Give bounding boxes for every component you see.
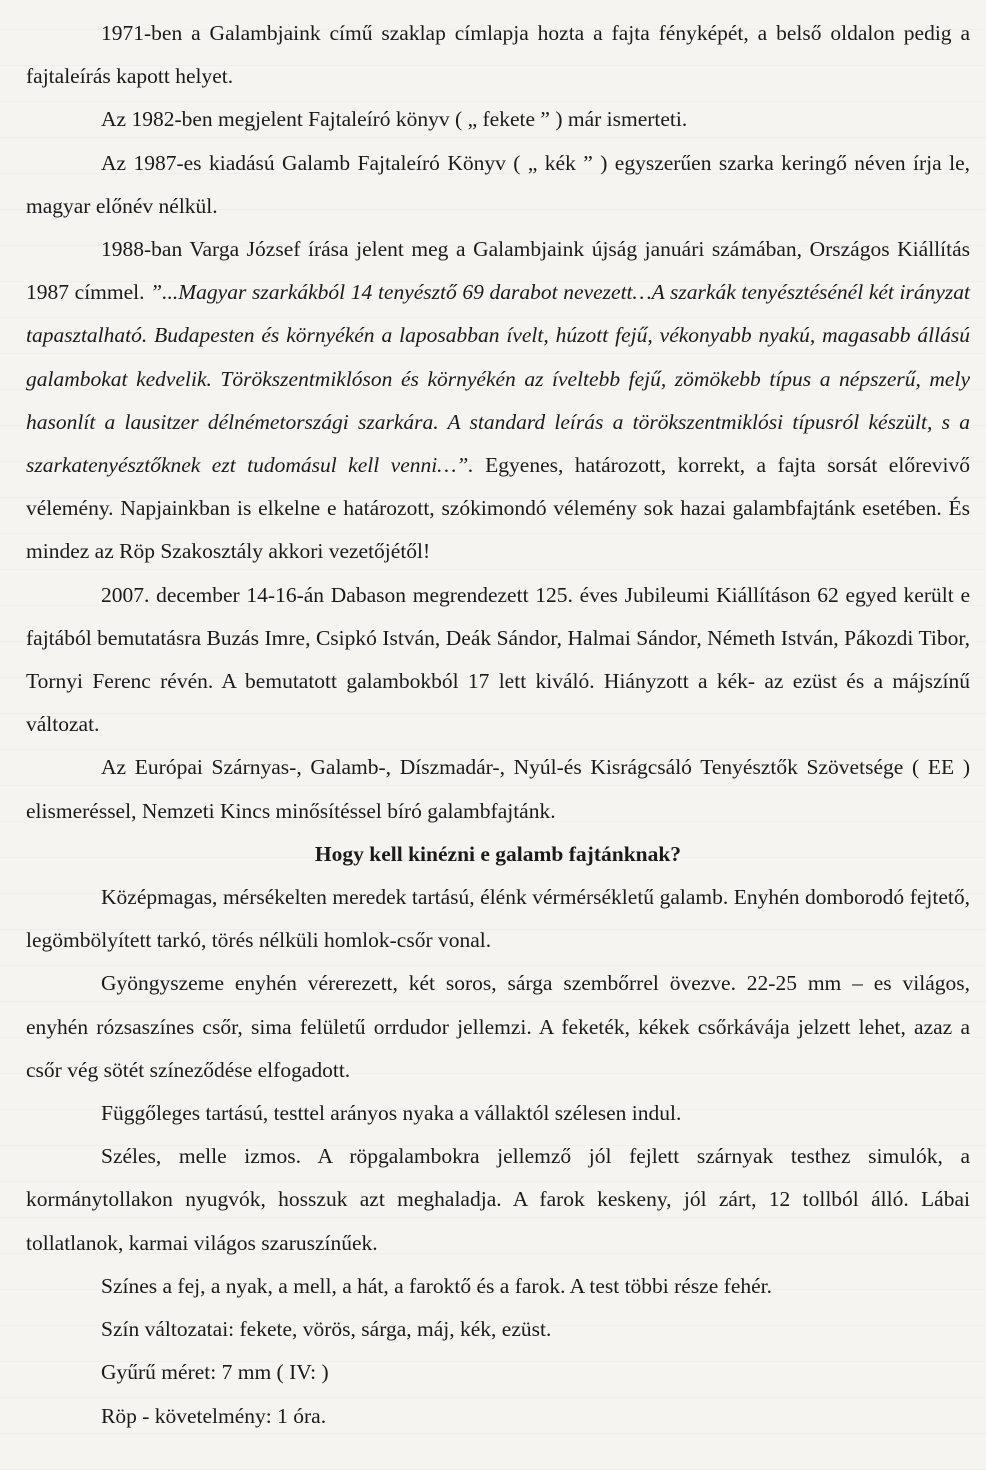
- paragraph-colouring: Színes a fej, a nyak, a mell, a hát, a faroktő és a farok. A test többi része fehér.: [101, 1273, 773, 1298]
- paragraph-1988-rest: Egyenes, határozott, korrekt, a fajta sorsát előrevivő vélemény. Napjainkban is elkelne e határozott, szókimondó vélemény sok hazai galambfajtánk esetében. És mindez az Röp Szakosztály akkori vezetőjétől!: [26, 453, 970, 564]
- paragraph-flight-requirement: Röp - követelmény: 1 óra.: [101, 1403, 327, 1428]
- paragraph-1982: Az 1982-ben megjelent Fajtaleíró könyv ( „ fekete ” ) már ismerteti.: [101, 107, 688, 132]
- paragraph-eyes-beak: Gyöngyszeme enyhén vérerezett, két soros, sárga szembőrrel övezve. 22-25 mm – es világos, enyhén rózsaszínes csőr, sima felületű orrdudor jellemzi. A feketék, kékek csőrkávája jelzett lehet, azaz a csőr vég sötét színeződése elfogadott.: [26, 971, 970, 1082]
- paragraph-ring-size: Gyűrű méret: 7 mm ( IV: ): [101, 1360, 329, 1385]
- paragraph-body: Széles, melle izmos. A röpgalambokra jellemző jól fejlett szárnyak testhez simulók, a kormánytollakon nyugvók, hosszuk azt meghaladja. A farok keskeny, jól zárt, 12 tollból álló. Lábai tollatlanok, karmai világos szaruszínűek.: [26, 1144, 970, 1255]
- paragraph-2007: 2007. december 14-16-án Dabason megrendezett 125. éves Jubileumi Kiállításon 62 egyed került e fajtából bemutatásra Buzás Imre, Csipkó István, Deák Sándor, Halmai Sándor, Németh István, Pákozdi Tibor, Tornyi Ferenc révén. A bemutatott galambokból 17 lett kiváló. Hiányzott a kék- az ezüst és a májszínű változat.: [26, 582, 970, 737]
- paragraph-1988: [26, 228, 970, 574]
- section-heading: Hogy kell kinézni e galamb fajtánknak?: [314, 841, 682, 866]
- paragraph-1987: Az 1987-es kiadású Galamb Fajtaleíró Könyv ( „ kék ” ) egyszerűen szarka keringő néven írja le, magyar előnév nélkül.: [26, 150, 970, 218]
- paragraph-stature: Középmagas, mérsékelten meredek tartású, élénk vérmérsékletű galamb. Enyhén domborodó fejtető, legömbölyített tarkó, törés nélküli homlok-csőr vonal.: [26, 885, 970, 953]
- paragraph-ee: Az Európai Szárnyas-, Galamb-, Díszmadár-, Nyúl-és Kisrágcsáló Tenyésztők Szövetsége ( EE ) elismeréssel, Nemzeti Kincs minősítéssel bíró galambfajtánk.: [26, 755, 970, 823]
- paragraph-neck: Függőleges tartású, testtel arányos nyaka a vállaktól szélesen indul.: [101, 1101, 682, 1126]
- paragraph-colour-varieties: Szín változatai: fekete, vörös, sárga, máj, kék, ezüst.: [101, 1317, 552, 1342]
- paragraph-1988-intro: 1988-ban Varga József írása jelent meg a Galambjaink újság januári számában, Országos Kiállítás 1987 címmel.: [26, 237, 970, 305]
- paragraph-1971: 1971-ben a Galambjaink című szaklap címlapja hozta a fajta fényképét, a belső oldalon pedig a fajtaleírás kapott helyet.: [26, 21, 970, 89]
- quoted-text: ”...Magyar szarkákból 14 tenyésztő 69 darabot nevezett…A szarkák tenyésztésénél két irányzat tapasztalható. Budapesten és környékén a laposabban ívelt, húzott fejű, vékonyabb nyakú, magasabb állású galambokat kedvelik. Törökszentmiklóson és környékén az íveltebb fejű, zömökebb típus a népszerű, mely hasonlít a lausitzer délnémetországi szarkára. A standard leírás a törökszentmiklósi típusról készült, s a szarkatenyésztőknek ezt tudomásul kell venni…”.: [26, 280, 970, 478]
